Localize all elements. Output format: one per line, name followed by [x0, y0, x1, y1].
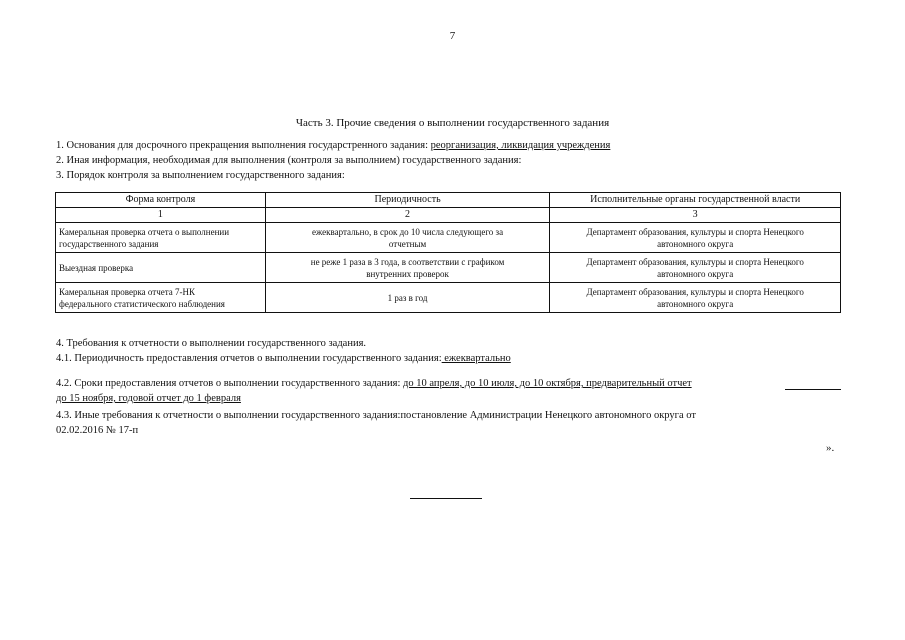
cell-line: Выездная проверка: [59, 262, 134, 273]
authority-cell: [550, 223, 841, 253]
authority-cell: [550, 283, 841, 313]
cell-line: автономного округа: [657, 268, 734, 279]
item-4-2-underlined-continuation: до 15 ноября, годовой отчет до 1 февраля: [56, 393, 241, 404]
cell-line: Департамент образования, культуры и спорта Ненецкого: [586, 256, 804, 267]
periodicity-cell: [265, 283, 550, 313]
control-form-cell: [56, 253, 266, 283]
table-row: [56, 283, 841, 313]
table-header-row: [56, 193, 841, 208]
item-4-1-text: 4.1. Периодичность предоставления отчетов о выполнении государственного задания:: [56, 353, 442, 364]
item-4-1-line: [56, 352, 511, 365]
page-number: 7: [449, 30, 456, 42]
header-control-form: Форма контроля: [56, 193, 266, 208]
table-row: [56, 253, 841, 283]
table-number-row: [56, 208, 841, 223]
item-4-1-underlined: ежеквартально: [441, 353, 511, 364]
item-1-text: 1. Основания для досрочного прекращения выполнения государстренного задания:: [56, 140, 431, 151]
item-4-2-underline-extension: [785, 389, 841, 390]
cell-line: 1 раз в год: [387, 292, 428, 303]
item-4-3-line: 4.3. Иные требования к отчетности о выполнении государственного задания:постановление Администрации Ненецкого автономного округа от: [56, 410, 696, 421]
cell-line: не реже 1 раза в 3 года, в соответствии с графиком: [310, 256, 505, 267]
item-4-2-continuation: [56, 392, 241, 405]
cell-line: Департамент образования, культуры и спорта Ненецкого: [586, 226, 804, 237]
cell-line: федерального статистического наблюдения: [59, 298, 225, 309]
column-number-1: 1: [56, 208, 266, 223]
part-title: Часть 3. Прочие сведения о выполнении государственного задания: [295, 117, 610, 129]
item-4-3-continuation: 02.02.2016 № 17-п: [56, 425, 139, 436]
cell-line: внутренних проверок: [366, 268, 449, 279]
cell-line: автономного округа: [657, 298, 734, 309]
cell-line: отчетным: [388, 238, 427, 249]
item-1-underlined: реорганизация, ликвидация учреждения: [430, 140, 611, 151]
bottom-rule: [410, 498, 482, 499]
table-row: [56, 223, 841, 253]
closing-mark: ».: [826, 442, 835, 454]
periodicity-cell: [265, 223, 550, 253]
control-form-cell: [56, 283, 266, 313]
item-4-2-underlined: до 10 апреля, до 10 июля, до 10 октября, предварительный отчет: [403, 378, 692, 389]
item-2-line: 2. Иная информация, необходимая для выполнения (контроля за выполнием) государственного задания:: [56, 155, 522, 166]
header-periodicity: Периодичность: [265, 193, 550, 208]
cell-line: автономного округа: [657, 238, 734, 249]
item-3-line: 3. Порядок контроля за выполнением государственного задания:: [56, 170, 345, 181]
cell-line: Департамент образования, культуры и спорта Ненецкого: [586, 286, 804, 297]
authority-cell: [550, 253, 841, 283]
column-number-3: 3: [550, 208, 841, 223]
item-4-line: 4. Требования к отчетности о выполнении государственного задания.: [56, 338, 367, 349]
header-authorities: Исполнительные органы государственной власти: [550, 193, 841, 208]
control-form-cell: [56, 223, 266, 253]
column-number-2: 2: [265, 208, 550, 223]
cell-line: Камеральная проверка отчета о выполнении: [59, 226, 230, 237]
cell-line: Камеральная проверка отчета 7-НК: [59, 286, 196, 297]
item-1-line: [56, 139, 610, 152]
item-4-2-line: [56, 377, 692, 390]
control-table: [55, 192, 841, 313]
cell-line: ежеквартально, в срок до 10 числа следующего за: [311, 226, 504, 237]
cell-line: государственного задания: [59, 238, 159, 249]
item-4-2-text: 4.2. Сроки предоставления отчетов о выполнении государственного задания:: [56, 378, 404, 389]
periodicity-cell: [265, 253, 550, 283]
